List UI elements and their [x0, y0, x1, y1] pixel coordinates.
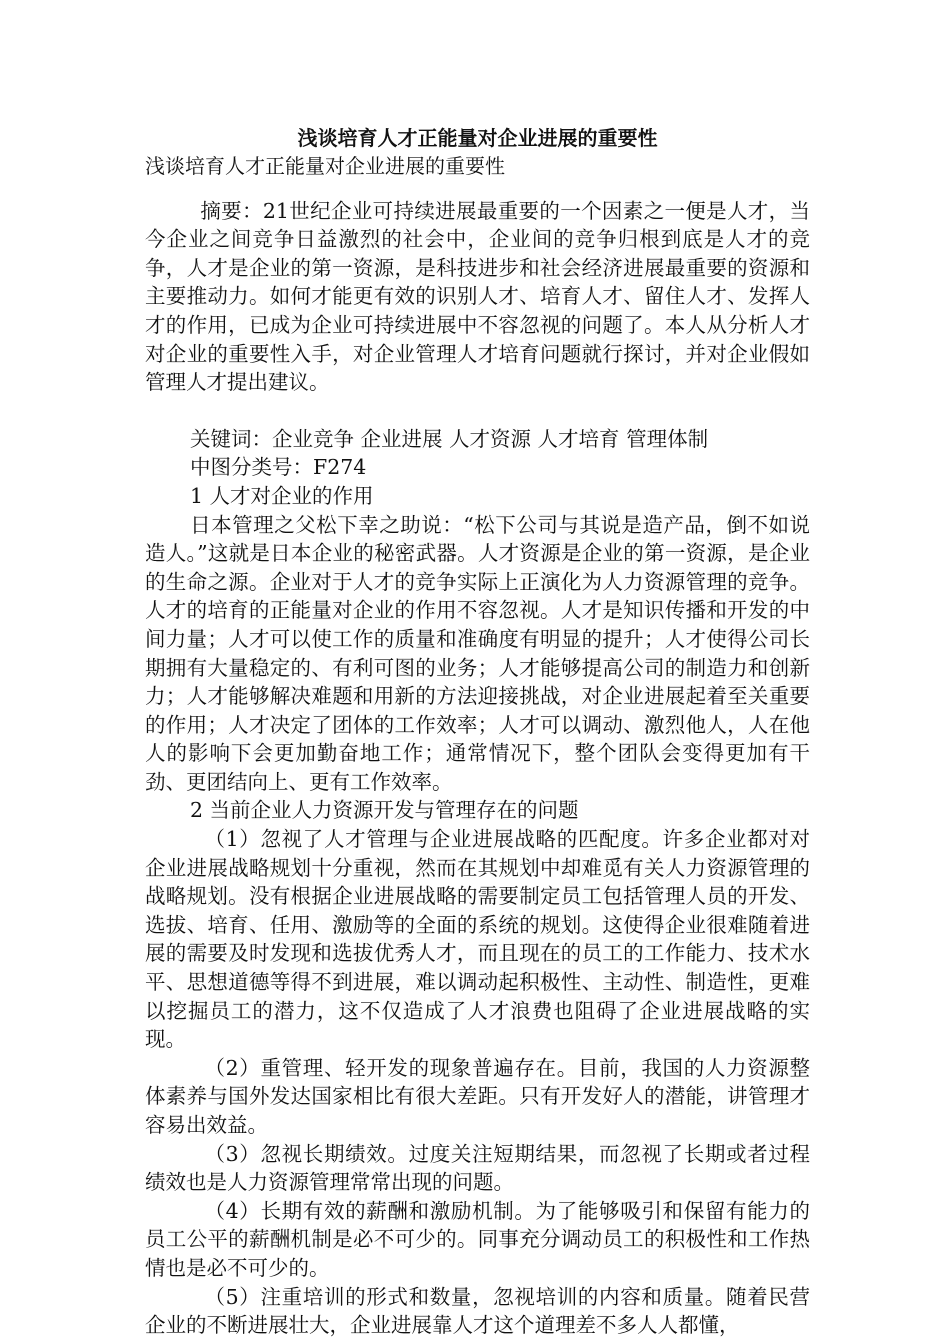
abstract-paragraph: 摘要：21世纪企业可持续进展最重要的一个因素之一便是人才，当今企业之间竞争日益激烈的社会中，企业间的竞争归根到底是人才的竞争，人才是企业的第一资源，是科技进步和社会经济进展最重要的资源和主要推动力。如何才能更有效的识别人才、培育人才、留住人才、发挥人才的作用，已成为企业可持续进展中不容忽视的问题了。本人从分析人才对企业的重要性入手，对企业管理人才培育问题就行探讨，并对企业假如管理人才提出建议。 [145, 198, 810, 395]
section-2-item-5: （5）注重培训的形式和数量，忽视培训的内容和质量。随着民营企业的不断进展壮大，企业进展靠人才这个道理差不多人人都懂， [145, 1284, 810, 1338]
section-2-heading: 2 当前企业人力资源开发与管理存在的问题 [190, 798, 579, 823]
section-2-item-4: （4）长期有效的薪酬和激励机制。为了能够吸引和保留有能力的员工公平的薪酬机制是必不可少的。同事充分调动员工的积极性和工作热情也是必不可少的。 [145, 1198, 810, 1280]
document-title: 浅谈培育人才正能量对企业进展的重要性 [297, 126, 658, 150]
section-1-paragraph: 日本管理之父松下幸之助说：“松下公司与其说是造产品，倒不如说造人。”这就是日本企业的秘密武器。人才资源是企业的第一资源，是企业的生命之源。企业对于人才的竞争实际上正演化为人力资源管理的竞争。人才的培育的正能量对企业的作用不容忽视。人才是知识传播和开发的中间力量；人才可以使工作的质量和准确度有明显的提升；人才使得公司长期拥有大量稳定的、有利可图的业务；人才能够提高公司的制造力和创新力；人才能够解决难题和用新的方法迎接挑战，对企业进展起着至关重要的作用；人才决定了团体的工作效率；人才可以调动、激烈他人，人在他人的影响下会更加勤奋地工作；通常情况下，整个团队会变得更加有干劲、更团结向上、更有工作效率。 [145, 512, 810, 794]
keywords-line: 关键词：企业竞争 企业进展 人才资源 人才培育 管理体制 [190, 426, 709, 451]
section-2-item-1: （1）忽视了人才管理与企业进展战略的匹配度。许多企业都对对企业进展战略规划十分重视，然而在其规划中却难觅有关人力资源管理的战略规划。没有根据企业进展战略的需要制定员工包括管理人员的开发、选拔、培育、任用、激励等的全面的系统的规划。这使得企业很难随着进展的需要及时发现和选拔优秀人才，而且现在的员工的工作能力、技术水平、思想道德等得不到进展，难以调动起积极性、主动性、制造性，更难以挖掘员工的潜力，这不仅造成了人才浪费也阻碍了企业进展战略的实现。 [145, 827, 810, 1052]
document-subtitle: 浅谈培育人才正能量对企业进展的重要性 [145, 154, 505, 178]
section-2-item-2: （2）重管理、轻开发的现象普遍存在。目前，我国的人力资源整体素养与国外发达国家相比有很大差距。只有开发好人的潜能，讲管理才容易出效益。 [145, 1055, 810, 1137]
section-1-heading: 1 人才对企业的作用 [190, 483, 374, 508]
classification-line: 中图分类号：F274 [190, 455, 367, 480]
section-2-item-3: （3）忽视长期绩效。过度关注短期结果，而忽视了长期或者过程绩效也是人力资源管理常常出现的问题。 [145, 1141, 810, 1195]
